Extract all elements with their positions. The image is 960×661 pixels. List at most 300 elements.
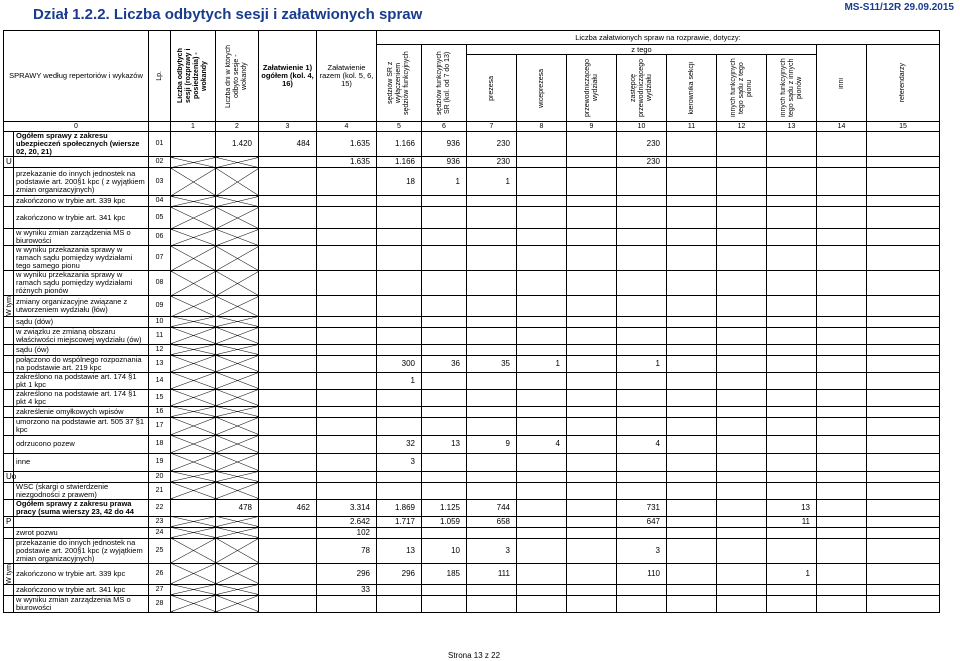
value-cell [567, 316, 617, 327]
value-cell [171, 246, 216, 271]
value-cell [567, 482, 617, 499]
value-cell [717, 595, 767, 612]
value-cell [767, 229, 817, 246]
column-number: 9 [567, 122, 617, 132]
section-cell [4, 406, 14, 417]
value-cell [667, 595, 717, 612]
value-cell [767, 344, 817, 355]
value-cell [817, 168, 867, 196]
row-number: 11 [149, 327, 171, 344]
col-2: Liczba dni w których odbyto sesje -wokandy [225, 44, 248, 108]
value-cell [517, 516, 567, 527]
value-cell: 13 [422, 435, 467, 453]
value-cell [567, 453, 617, 471]
row-number: 22 [149, 499, 171, 516]
value-cell [317, 417, 377, 435]
table-row [4, 327, 940, 344]
value-cell [377, 229, 422, 246]
value-cell [517, 453, 567, 471]
row-number: 26 [149, 563, 171, 584]
value-cell: 3.314 [317, 499, 377, 516]
value-cell [517, 406, 567, 417]
value-cell [216, 563, 259, 584]
row-number: 10 [149, 316, 171, 327]
row-label: zakończono w trybie art. 341 kpc [14, 584, 149, 595]
row-number: 27 [149, 584, 171, 595]
value-cell: 230 [617, 132, 667, 157]
value-cell [667, 538, 717, 563]
value-cell [317, 355, 377, 372]
value-cell: 230 [617, 157, 667, 168]
row-number: 01 [149, 132, 171, 157]
column-number: 15 [867, 122, 940, 132]
value-cell [817, 527, 867, 538]
value-cell [567, 563, 617, 584]
value-cell [817, 482, 867, 499]
value-cell [567, 406, 617, 417]
value-cell: 9 [467, 435, 517, 453]
value-cell [867, 132, 940, 157]
value-cell: 462 [259, 499, 317, 516]
value-cell [216, 157, 259, 168]
column-number: 10 [617, 122, 667, 132]
col-5: sędziów SR z wyłączeniem sędziów funkcyjnych [387, 51, 410, 115]
value-cell [422, 389, 467, 406]
value-cell [259, 538, 317, 563]
section-cell: W tym [4, 296, 14, 317]
value-cell: 1 [377, 372, 422, 389]
row-number: 17 [149, 417, 171, 435]
value-cell [767, 157, 817, 168]
value-cell [567, 271, 617, 296]
value-cell [317, 246, 377, 271]
value-cell [867, 246, 940, 271]
col-12: innych funkcyjnych tego sądu z tego pionu [729, 58, 753, 118]
value-cell [817, 584, 867, 595]
value-cell [422, 207, 467, 229]
value-cell [467, 344, 517, 355]
value-cell [216, 538, 259, 563]
value-cell [867, 527, 940, 538]
table-row [4, 271, 940, 296]
value-cell [767, 271, 817, 296]
value-cell [317, 271, 377, 296]
value-cell [377, 296, 422, 317]
value-cell [817, 207, 867, 229]
row-label: zmiany organizacyjne związane z utworzeniem wydziału (łów) [14, 296, 149, 317]
value-cell [259, 584, 317, 595]
value-cell [667, 471, 717, 482]
section-cell [4, 453, 14, 471]
table-row [4, 344, 940, 355]
row-number: 23 [149, 516, 171, 527]
value-cell [817, 271, 867, 296]
value-cell [216, 271, 259, 296]
value-cell [422, 344, 467, 355]
col-1: Liczba odbytych sesji (rozprawy i posiedzenia) - wokandy [177, 48, 208, 104]
value-cell: 33 [317, 584, 377, 595]
value-cell [667, 157, 717, 168]
value-cell: 1.635 [317, 132, 377, 157]
section-cell: P [4, 516, 14, 527]
section-cell [4, 344, 14, 355]
value-cell [216, 435, 259, 453]
value-cell [259, 196, 317, 207]
value-cell [467, 417, 517, 435]
value-cell: 2.642 [317, 516, 377, 527]
value-cell [259, 207, 317, 229]
table-row [4, 229, 940, 246]
section-cell [4, 132, 14, 157]
value-cell: 3 [617, 538, 667, 563]
value-cell [567, 538, 617, 563]
value-cell [867, 207, 940, 229]
value-cell [171, 372, 216, 389]
value-cell [422, 584, 467, 595]
value-cell [567, 296, 617, 317]
value-cell [422, 229, 467, 246]
value-cell [377, 207, 422, 229]
value-cell [517, 372, 567, 389]
value-cell [467, 229, 517, 246]
value-cell [259, 453, 317, 471]
value-cell [517, 499, 567, 516]
value-cell [422, 471, 467, 482]
row-label: w wyniku zmian zarządzenia MS o biurowości [14, 229, 149, 246]
value-cell [216, 355, 259, 372]
value-cell: 230 [467, 132, 517, 157]
report-table [3, 30, 940, 613]
value-cell [317, 344, 377, 355]
value-cell [171, 157, 216, 168]
row-label [14, 516, 149, 527]
column-number: 4 [317, 122, 377, 132]
value-cell [567, 327, 617, 344]
value-cell [867, 516, 940, 527]
value-cell [171, 584, 216, 595]
z-tego: z tego [467, 45, 817, 55]
value-cell [422, 327, 467, 344]
row-number: 02 [149, 157, 171, 168]
value-cell [259, 406, 317, 417]
col-11: kierownika sekcji [687, 61, 695, 115]
value-cell [667, 246, 717, 271]
value-cell: 1.059 [422, 516, 467, 527]
table-row [4, 516, 940, 527]
value-cell [667, 168, 717, 196]
value-cell: 32 [377, 435, 422, 453]
value-cell [867, 453, 940, 471]
value-cell: 1.166 [377, 132, 422, 157]
value-cell [216, 595, 259, 612]
value-cell [377, 527, 422, 538]
value-cell [467, 296, 517, 317]
row-number: 18 [149, 435, 171, 453]
value-cell [717, 563, 767, 584]
value-cell [667, 417, 717, 435]
value-cell [817, 372, 867, 389]
value-cell [422, 482, 467, 499]
table-row [4, 527, 940, 538]
value-cell [767, 296, 817, 317]
value-cell [467, 246, 517, 271]
value-cell [667, 389, 717, 406]
value-cell [377, 327, 422, 344]
value-cell [317, 435, 377, 453]
value-cell [377, 316, 422, 327]
value-cell [717, 196, 767, 207]
value-cell: 1 [467, 168, 517, 196]
value-cell [317, 389, 377, 406]
value-cell: 102 [317, 527, 377, 538]
table-row [4, 584, 940, 595]
value-cell: 731 [617, 499, 667, 516]
section-cell [4, 327, 14, 344]
value-cell [617, 453, 667, 471]
value-cell: 484 [259, 132, 317, 157]
value-cell [567, 584, 617, 595]
value-cell [867, 271, 940, 296]
col-9: przewodniczącego wydziału [583, 59, 599, 117]
value-cell [171, 406, 216, 417]
value-cell [617, 482, 667, 499]
value-cell [617, 246, 667, 271]
row-label: połączono do wspólnego rozpoznania na podstawie art. 219 kpc [14, 355, 149, 372]
value-cell [667, 406, 717, 417]
value-cell [467, 389, 517, 406]
value-cell [717, 229, 767, 246]
value-cell [667, 271, 717, 296]
col-3: Załatwienie 1) ogółem (kol. 4, 16) [259, 31, 317, 122]
value-cell [617, 344, 667, 355]
value-cell [717, 406, 767, 417]
value-cell [216, 527, 259, 538]
value-cell [517, 168, 567, 196]
value-cell [767, 453, 817, 471]
row-number: 04 [149, 196, 171, 207]
col-lp: Lp. [155, 71, 163, 81]
row-label: przekazanie do innych jednostek na podstawie art. 200§1 kpc (z wyjątkiem zmian organizacyjnych) [14, 538, 149, 563]
row-number: 05 [149, 207, 171, 229]
value-cell [259, 296, 317, 317]
value-cell [717, 435, 767, 453]
value-cell: 11 [767, 516, 817, 527]
value-cell [867, 584, 940, 595]
value-cell [377, 417, 422, 435]
value-cell [867, 595, 940, 612]
value-cell [867, 355, 940, 372]
value-cell [867, 417, 940, 435]
value-cell [259, 595, 317, 612]
value-cell [667, 196, 717, 207]
value-cell [317, 327, 377, 344]
value-cell [717, 584, 767, 595]
value-cell [171, 389, 216, 406]
section-cell [4, 372, 14, 389]
section-cell: U [4, 157, 14, 168]
value-cell [467, 327, 517, 344]
value-cell [867, 389, 940, 406]
value-cell [617, 471, 667, 482]
value-cell [767, 246, 817, 271]
value-cell [767, 196, 817, 207]
value-cell [867, 471, 940, 482]
value-cell: 936 [422, 157, 467, 168]
value-cell [867, 157, 940, 168]
table-row [4, 482, 940, 499]
row-label: sądu (ów) [14, 344, 149, 355]
value-cell [517, 527, 567, 538]
value-cell [171, 355, 216, 372]
table-row [4, 132, 940, 157]
value-cell [867, 196, 940, 207]
section-cell [4, 538, 14, 563]
table-row [4, 471, 940, 482]
column-number: 12 [717, 122, 767, 132]
value-cell [567, 527, 617, 538]
value-cell: 3 [377, 453, 422, 471]
row-label: w wyniku przekazania sprawy w ramach sądu pomiędzy wydziałami tego samego pionu [14, 246, 149, 271]
value-cell [317, 482, 377, 499]
row-number: 12 [149, 344, 171, 355]
value-cell: 13 [377, 538, 422, 563]
value-cell [717, 499, 767, 516]
col-6: sędziów funkcyjnych SR (kol. od 7 do 13) [436, 51, 451, 115]
section-cell [4, 417, 14, 435]
row-label: inne [14, 453, 149, 471]
value-cell [867, 316, 940, 327]
table-row [4, 157, 940, 168]
value-cell [767, 482, 817, 499]
value-cell [259, 344, 317, 355]
value-cell [867, 538, 940, 563]
value-cell [667, 344, 717, 355]
section-cell [4, 196, 14, 207]
value-cell [467, 271, 517, 296]
value-cell: 3 [467, 538, 517, 563]
value-cell [567, 389, 617, 406]
value-cell [767, 168, 817, 196]
value-cell [767, 527, 817, 538]
value-cell [171, 527, 216, 538]
row-label [14, 471, 149, 482]
section-cell [4, 527, 14, 538]
value-cell [767, 372, 817, 389]
value-cell [216, 372, 259, 389]
value-cell [717, 527, 767, 538]
value-cell [422, 372, 467, 389]
row-number: 16 [149, 406, 171, 417]
column-number [149, 122, 171, 132]
value-cell [171, 344, 216, 355]
value-cell [717, 417, 767, 435]
value-cell [171, 271, 216, 296]
value-cell [216, 584, 259, 595]
value-cell [422, 196, 467, 207]
value-cell [767, 584, 817, 595]
value-cell [517, 417, 567, 435]
value-cell [817, 344, 867, 355]
value-cell [617, 316, 667, 327]
value-cell [259, 157, 317, 168]
value-cell [717, 482, 767, 499]
value-cell [867, 563, 940, 584]
table-row [4, 372, 940, 389]
value-cell [171, 296, 216, 317]
table-row [4, 499, 940, 516]
value-cell [817, 516, 867, 527]
table-row [4, 453, 940, 471]
row-number: 13 [149, 355, 171, 372]
row-number: 08 [149, 271, 171, 296]
value-cell [817, 499, 867, 516]
table-row [4, 296, 940, 317]
value-cell [817, 316, 867, 327]
value-cell: 4 [517, 435, 567, 453]
value-cell [216, 207, 259, 229]
column-number: 7 [467, 122, 517, 132]
page-footer: Strona 13 z 22 [448, 651, 501, 660]
value-cell [717, 355, 767, 372]
row-label: w wyniku przekazania sprawy w ramach sądu pomiędzy wydziałami różnych pionów [14, 271, 149, 296]
column-number: 5 [377, 122, 422, 132]
value-cell [216, 168, 259, 196]
value-cell [467, 372, 517, 389]
row-label: w wyniku zmian zarządzenia MS o biurowości [14, 595, 149, 612]
section-cell [4, 584, 14, 595]
column-number: 11 [667, 122, 717, 132]
value-cell [517, 327, 567, 344]
value-cell [567, 157, 617, 168]
form-code: MS-S11/12R 29.09.2015 [844, 2, 954, 13]
value-cell [717, 389, 767, 406]
value-cell [467, 207, 517, 229]
page-title: Dział 1.2.2. Liczba odbytych sesji i załatwionych spraw [33, 6, 423, 23]
section-cell [4, 229, 14, 246]
group-header: Liczba załatwionych spraw na rozprawie, dotyczy: [377, 31, 940, 45]
value-cell [817, 471, 867, 482]
value-cell: 35 [467, 355, 517, 372]
value-cell [517, 196, 567, 207]
value-cell [567, 516, 617, 527]
value-cell [171, 453, 216, 471]
value-cell [667, 516, 717, 527]
row-label: zakończono w trybie art. 339 kpc [14, 196, 149, 207]
value-cell: 110 [617, 563, 667, 584]
row-number: 06 [149, 229, 171, 246]
value-cell [717, 516, 767, 527]
value-cell [171, 168, 216, 196]
value-cell [567, 246, 617, 271]
value-cell [422, 417, 467, 435]
value-cell [467, 527, 517, 538]
value-cell [567, 207, 617, 229]
value-cell [377, 471, 422, 482]
section-cell [4, 499, 14, 516]
value-cell: 1.166 [377, 157, 422, 168]
table-row [4, 435, 940, 453]
value-cell [517, 584, 567, 595]
value-cell [216, 229, 259, 246]
row-label: sądu (dów) [14, 316, 149, 327]
value-cell: 744 [467, 499, 517, 516]
value-cell [377, 344, 422, 355]
table-row [4, 316, 940, 327]
value-cell [667, 499, 717, 516]
value-cell [617, 207, 667, 229]
value-cell [567, 372, 617, 389]
value-cell [467, 316, 517, 327]
